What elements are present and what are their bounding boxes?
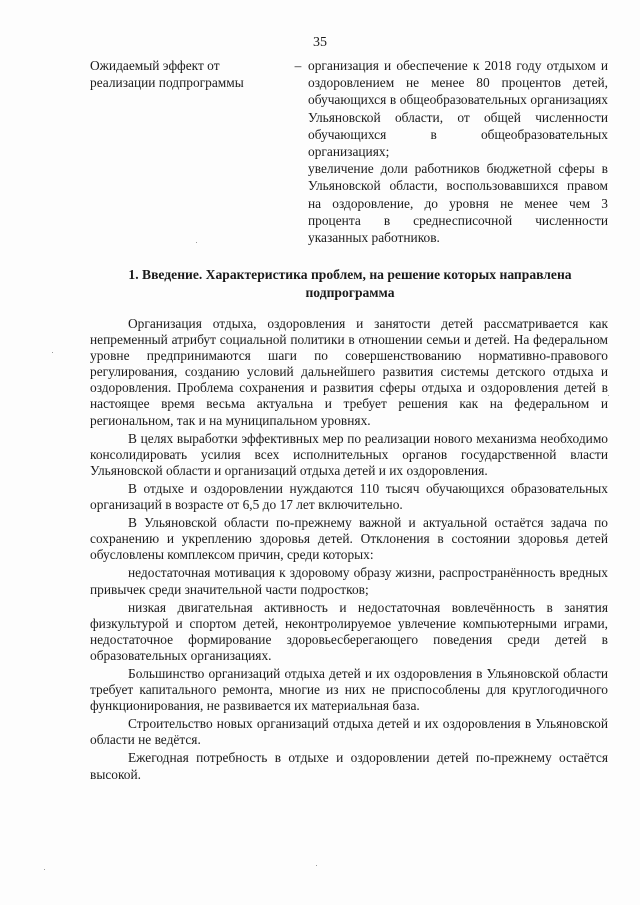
scan-speck: [52, 352, 53, 353]
page-number: 35: [313, 35, 327, 50]
body-paragraph: Большинство организаций отдыха детей и их оздоровления в Ульяновской области требует капитального ремонта, многие из них не приспособлены для круглогодичного функционирования, не развивается их материальная база.: [90, 665, 608, 714]
passport-value-paragraph: увеличение доли работников бюджетной сферы в Ульяновской области, воспользовавшихся правом на оздоровление, до уровня не менее чем 3 процента в среднесписочной численности указанных работников.: [308, 161, 608, 246]
section-body: [90, 316, 608, 785]
passport-label: Ожидаемый эффект от реализации подпрограммы: [90, 58, 244, 91]
body-paragraph: Организация отдыха, оздоровления и занятости детей рассматривается как непременный атрибут социальной политики в отношении семьи и детей. На федеральном уровне предпринимаются шаги по совершенствованию нормативно-правового регулирования, созданию условий дальнейшего развития системы детского отдыха и оздоровления. Проблема сохранения и развития сферы отдыха и оздоровления детей в настоящее время весьма актуальна и требует решения как на федеральном и региональном, так и на муниципальном уровнях.: [90, 316, 608, 428]
passport-value-paragraph: организация и обеспечение к 2018 году отдыхом и оздоровлением не менее 80 процентов детей, обучающихся в общеобразовательных организациях Ульяновской области, от общей численности обучающихся в общеобразовательных организациях;: [308, 58, 608, 160]
scan-speck: [608, 395, 609, 396]
scan-speck: [316, 865, 317, 866]
body-paragraph: недостаточная мотивация к здоровому образу жизни, распространённость вредных привычек среди значительной части подростков;: [90, 565, 608, 597]
passport-value: [308, 57, 608, 246]
passport-row-expected-effect: [90, 57, 608, 246]
section-heading: 1. Введение. Характеристика проблем, на решение которых направлена подпрограмма: [128, 267, 572, 300]
passport-dash: –: [294, 58, 302, 73]
body-paragraph: Ежегодная потребность в отдыхе и оздоровлении детей по-прежнему остаётся высокой.: [90, 750, 608, 782]
body-paragraph: В целях выработки эффективных мер по реализации нового механизма необходимо консолидировать усилия всех исполнительных органов государственной власти Ульяновской области и организаций отдыха детей и их оздоровления.: [90, 430, 608, 478]
body-paragraph: Строительство новых организаций отдыха детей и их оздоровления в Ульяновской области не ведётся.: [90, 716, 608, 748]
scan-speck: [196, 242, 197, 243]
body-paragraph: низкая двигательная активность и недостаточная вовлечённость в занятия физкультурой и спортом детей, неконтролируемое увлечение компьютерными играми, недостаточное формирование здоровьесберегающего поведения среди детей в образовательных организациях.: [90, 599, 608, 663]
body-paragraph: В отдыхе и оздоровлении нуждаются 110 тысяч обучающихся образовательных организаций в возрасте от 6,5 до 17 лет включительно.: [90, 480, 608, 513]
scan-speck: [44, 869, 45, 870]
body-paragraph: В Ульяновской области по-прежнему важной и актуальной остаётся задача по сохранению и укреплению здоровья детей. Отклонения в состоянии здоровья детей обусловлены комплексом причин, среди которых:: [90, 515, 608, 563]
